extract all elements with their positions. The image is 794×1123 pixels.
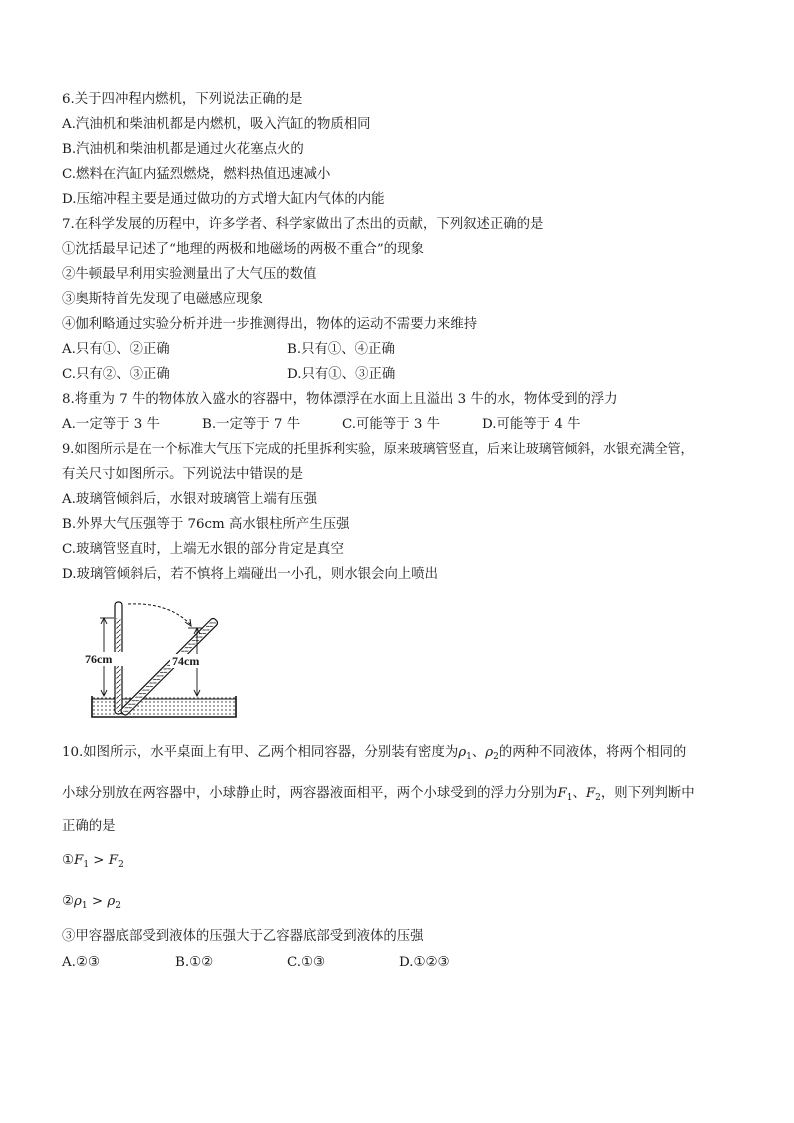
q6-option-b: B.汽油机和柴油机都是通过火花塞点火的: [62, 142, 304, 157]
q10-option-a: A.②③: [62, 955, 100, 970]
q8-option-a: A.一定等于 3 牛: [62, 417, 160, 432]
q9-option-c: C.玻璃管竖直时，上端无水银的部分肯定是真空: [62, 542, 344, 557]
q6-option-c: C.燃料在汽缸内猛烈燃烧，燃料热值迅速减小: [62, 167, 331, 182]
q10-statement-2: $②\rho_1 > \rho_2$: [62, 894, 121, 911]
q10-stem-text-d: ，则下列判断中: [600, 786, 695, 801]
q8-option-d: D.可能等于 4 牛: [482, 417, 581, 432]
q10-option-b: B.①②: [175, 955, 214, 970]
q10-option-d: D.①②③: [399, 955, 450, 970]
q7-statement-4: ④伽利略通过实验分析并进一步推测得出，物体的运动不需要力来维持: [62, 317, 478, 332]
q9-option-b: B.外界大气压强等于 76cm 高水银柱所产生压强: [62, 517, 350, 532]
q9-stem-line1: 9.如图所示是在一个标准大气压下完成的托里拆利实验，原来玻璃管竖直，后来让玻璃管倾斜，水银充满全管，: [62, 442, 694, 457]
q9-stem-line2: 有关尺寸如图所示。下列说法中错误的是: [62, 467, 304, 482]
q6-option-a: A.汽油机和柴油机都是内燃机，吸入汽缸的物质相同: [62, 117, 371, 132]
q8-option-b: B.一定等于 7 牛: [202, 417, 301, 432]
q10-statement-1: $①F_1 > F_2$: [62, 853, 124, 870]
separator: 、: [471, 745, 486, 760]
q7-option-a: A.只有①、②正确: [62, 342, 170, 357]
q6-stem: 6.关于四冲程内燃机，下列说法正确的是: [62, 92, 303, 107]
q7-option-d: D.只有①、③正确: [287, 367, 396, 382]
torricelli-experiment-figure: [84, 596, 240, 722]
q10-stem-text-c: 小球分别放在两容器中，小球静止时，两容器液面相平，两个小球受到的浮力分别为: [62, 786, 558, 801]
q8-stem: 8.将重为 7 牛的物体放入盛水的容器中，物体漂浮在水面上且溢出 3 牛的水，物体受到的浮力: [62, 392, 618, 407]
left-height-label: 76cm: [85, 652, 113, 666]
q7-option-c: C.只有②、③正确: [62, 367, 170, 382]
q7-option-b: B.只有①、④正确: [287, 342, 395, 357]
q10-statement-3: ③甲容器底部受到液体的压强大于乙容器底部受到液体的压强: [62, 929, 424, 944]
q10-option-c: C.①③: [287, 955, 326, 970]
q9-option-a: A.玻璃管倾斜后，水银对玻璃管上端有压强: [62, 492, 317, 507]
q9-option-d: D.玻璃管倾斜后，若不慎将上端碰出一小孔，则水银会向上喷出: [62, 567, 439, 582]
right-height-label: 74cm: [172, 654, 200, 668]
q7-stem: 7.在科学发展的历程中，许多学者、科学家做出了杰出的贡献，下列叙述正确的是: [62, 217, 544, 232]
q8-option-c: C.可能等于 3 牛: [342, 417, 441, 432]
q7-statement-3: ③奥斯特首先发现了电磁感应现象: [62, 292, 263, 307]
q10-stem-line1: [62, 744, 686, 766]
rho1-symbol: $\rho_1$: [458, 745, 472, 762]
q10-stem-line2: [62, 785, 695, 807]
tilt-arc-arrow: [128, 604, 190, 624]
q6-option-d: D.压缩冲程主要是通过做功的方式增大缸内气体的内能: [62, 192, 385, 207]
torricelli-diagram: [84, 596, 240, 722]
f1-symbol: $F_1$: [557, 786, 573, 803]
q10-stem-text-a: 10.如图所示，水平桌面上有甲、乙两个相同容器，分别装有密度为: [62, 745, 459, 760]
separator: 、: [572, 786, 586, 801]
q7-statement-1: ①沈括最早记述了“地理的两极和地磁场的两极不重合”的现象: [62, 242, 424, 257]
q10-stem-text-b: 的两种不同液体，将两个相同的: [498, 745, 687, 760]
q7-statement-2: ②牛顿最早利用实验测量出了大气压的数值: [62, 267, 317, 282]
q10-stem-line3: 正确的是: [62, 819, 116, 834]
rho2-symbol: $\rho_2$: [485, 745, 499, 762]
f2-symbol: $F_2$: [585, 786, 601, 803]
